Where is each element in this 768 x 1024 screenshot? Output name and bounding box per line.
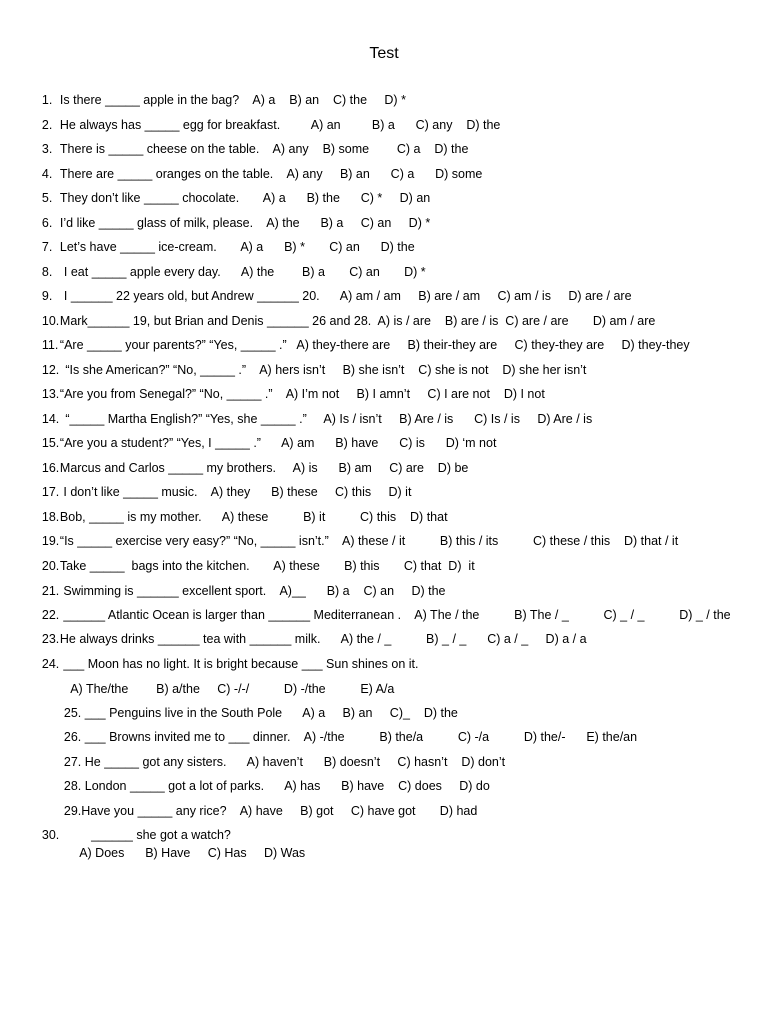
question-number: 10. [41,314,60,328]
question-number: 5. [41,191,53,205]
question-number: 4. [41,167,53,181]
question-number: 19. [41,534,60,548]
question-number: 16. [41,461,60,475]
question-number: 23. [41,632,60,646]
question-number: 15. [41,436,60,450]
question-text: Swimming is ______ excellent sport. A)__ B) a C) an D) the [59,584,446,598]
question-text: I eat _____ apple every day. A) the B) a C) an D) * [63,265,426,279]
question-text: A) The/the B) a/the C) -/-/ D) -/the E) A/a [70,682,395,696]
question-text: Let’s have _____ ice-cream. A) a B) * C) an D) the [59,240,415,254]
question-number: 24. [41,657,60,671]
question-text: Mark______ 19, but Brian and Denis ______ 26 and 28. A) is / are B) are / is C) are / are D) am / are [59,314,656,328]
question-number: 2. [41,118,53,132]
question-number: 20. [41,559,60,573]
question-text: ______ she got a watch? [59,828,231,842]
question-text: 25. ___ Penguins live in the South Pole A) a B) an C)_ D) the [63,706,458,720]
question-number: 22. [41,608,60,622]
question-text: I’d like _____ glass of milk, please. A) the B) a C) an D) * [59,216,431,230]
question-text: Take _____ bags into the kitchen. A) these B) this C) that D) it [59,559,475,573]
question-text: “_____ Martha English?” “Yes, she _____ .” A) Is / isn’t B) Are / is C) Is / is D) Are / is [61,412,593,426]
question-number: 3. [41,142,53,156]
question-number: 12. [41,363,60,377]
question-number: 14. [41,412,60,426]
question-text: “Is she American?” “No, _____ .” A) hers isn’t B) she isn’t C) she is not D) she her isn’t [61,363,587,377]
question-number: 6. [41,216,53,230]
question-number: 1. [41,93,53,107]
question-number: 13. [41,387,60,401]
question-text: Marcus and Carlos _____ my brothers. A) is B) am C) are D) be [59,461,469,475]
question-number: 9. [41,289,53,303]
question-text: 27. He _____ got any sisters. A) haven’t B) doesn’t C) hasn’t D) don’t [63,755,506,769]
question-text: ___ Moon has no light. It is bright because ___ Sun shines on it. [59,657,419,671]
question-text: They don’t like _____ chocolate. A) a B) the C) * D) an [59,191,431,205]
question-text: I don’t like _____ music. A) they B) these C) this D) it [59,485,412,499]
question-text: 29.Have you _____ any rice? A) have B) got C) have got D) had [63,804,478,818]
question-text: “Are you a student?” “Yes, I _____ .” A) am B) have C) is D) ‘m not [59,436,497,450]
question-number: 8. [41,265,53,279]
question-text: He always drinks ______ tea with ______ milk. A) the / _ B) _ / _ C) a / _ D) a / a [59,632,587,646]
question-30-options [66,829,305,877]
question-number: 21. [41,584,60,598]
question-text: There is _____ cheese on the table. A) any B) some C) a D) the [59,142,469,156]
question-number: 18. [41,510,60,524]
question-number: 17. [41,485,60,499]
question-text: A) Does B) Have C) Has D) Was [79,846,306,860]
question-text: Bob, _____ is my mother. A) these B) it C) this D) that [59,510,448,524]
question-text: “Are _____ your parents?” “Yes, _____ .” A) they-there are B) their-they are C) they-they are D) they-they [59,338,690,352]
question-number: 30. [41,828,60,842]
question-text: 28. London _____ got a lot of parks. A) has B) have C) does D) do [63,779,490,793]
question-text: There are _____ oranges on the table. A) any B) an C) a D) some [59,167,483,181]
question-text: I ______ 22 years old, but Andrew ______ 20. A) am / am B) are / am C) am / is D) are / are [63,289,632,303]
question-text: Is there _____ apple in the bag? A) a B) an C) the D) * [59,93,406,107]
document-title: Test [369,45,399,62]
question-number: 11. [41,338,59,352]
question-text: 26. ___ Browns invited me to ___ dinner. A) -/the B) the/a C) -/a D) the/- E) the/an [63,730,638,744]
question-number: 7. [41,240,53,254]
question-text: “Is _____ exercise very easy?” “No, _____ isn’t.” A) these / it B) this / its C) these / this D) that / it [59,534,679,548]
question-text: ______ Atlantic Ocean is larger than ______ Mediterranean . A) The / the B) The / _ C) _ / _ D) _ / the [59,608,731,622]
question-text: He always has _____ egg for breakfast. A) an B) a C) any D) the [59,118,501,132]
question-text: “Are you from Senegal?” “No, _____ .” A) I’m not B) I amn’t C) I are not D) I not [59,387,545,401]
